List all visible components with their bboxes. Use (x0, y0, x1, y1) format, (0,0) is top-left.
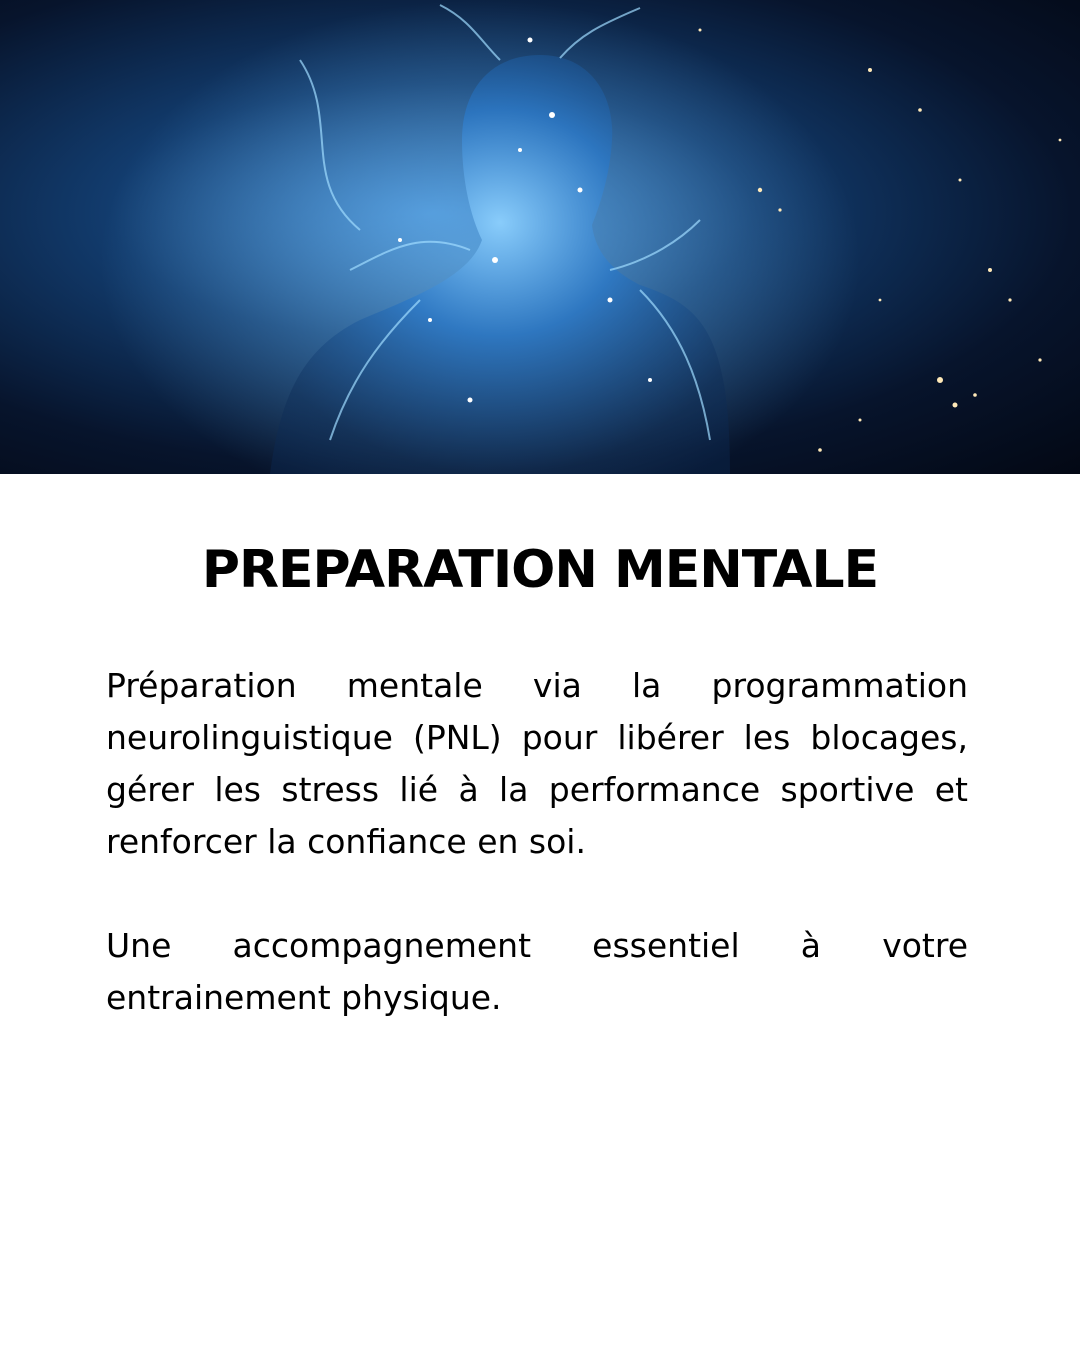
description-paragraph: Préparation mentale via la programmation neurolinguistique (PNL) pour libérer les blocages, gérer les stress lié à la performance sportive et renforcer la confiance en soi. (106, 666, 968, 861)
text-section (0, 474, 1080, 1350)
glowing-human-figure-image (0, 0, 1080, 474)
description-paragraph: Une accompagnement essentiel à votre entrainement physique. (106, 926, 968, 1017)
page-title: PREPARATION MENTALE (201, 540, 879, 600)
hero-image (0, 0, 1080, 474)
